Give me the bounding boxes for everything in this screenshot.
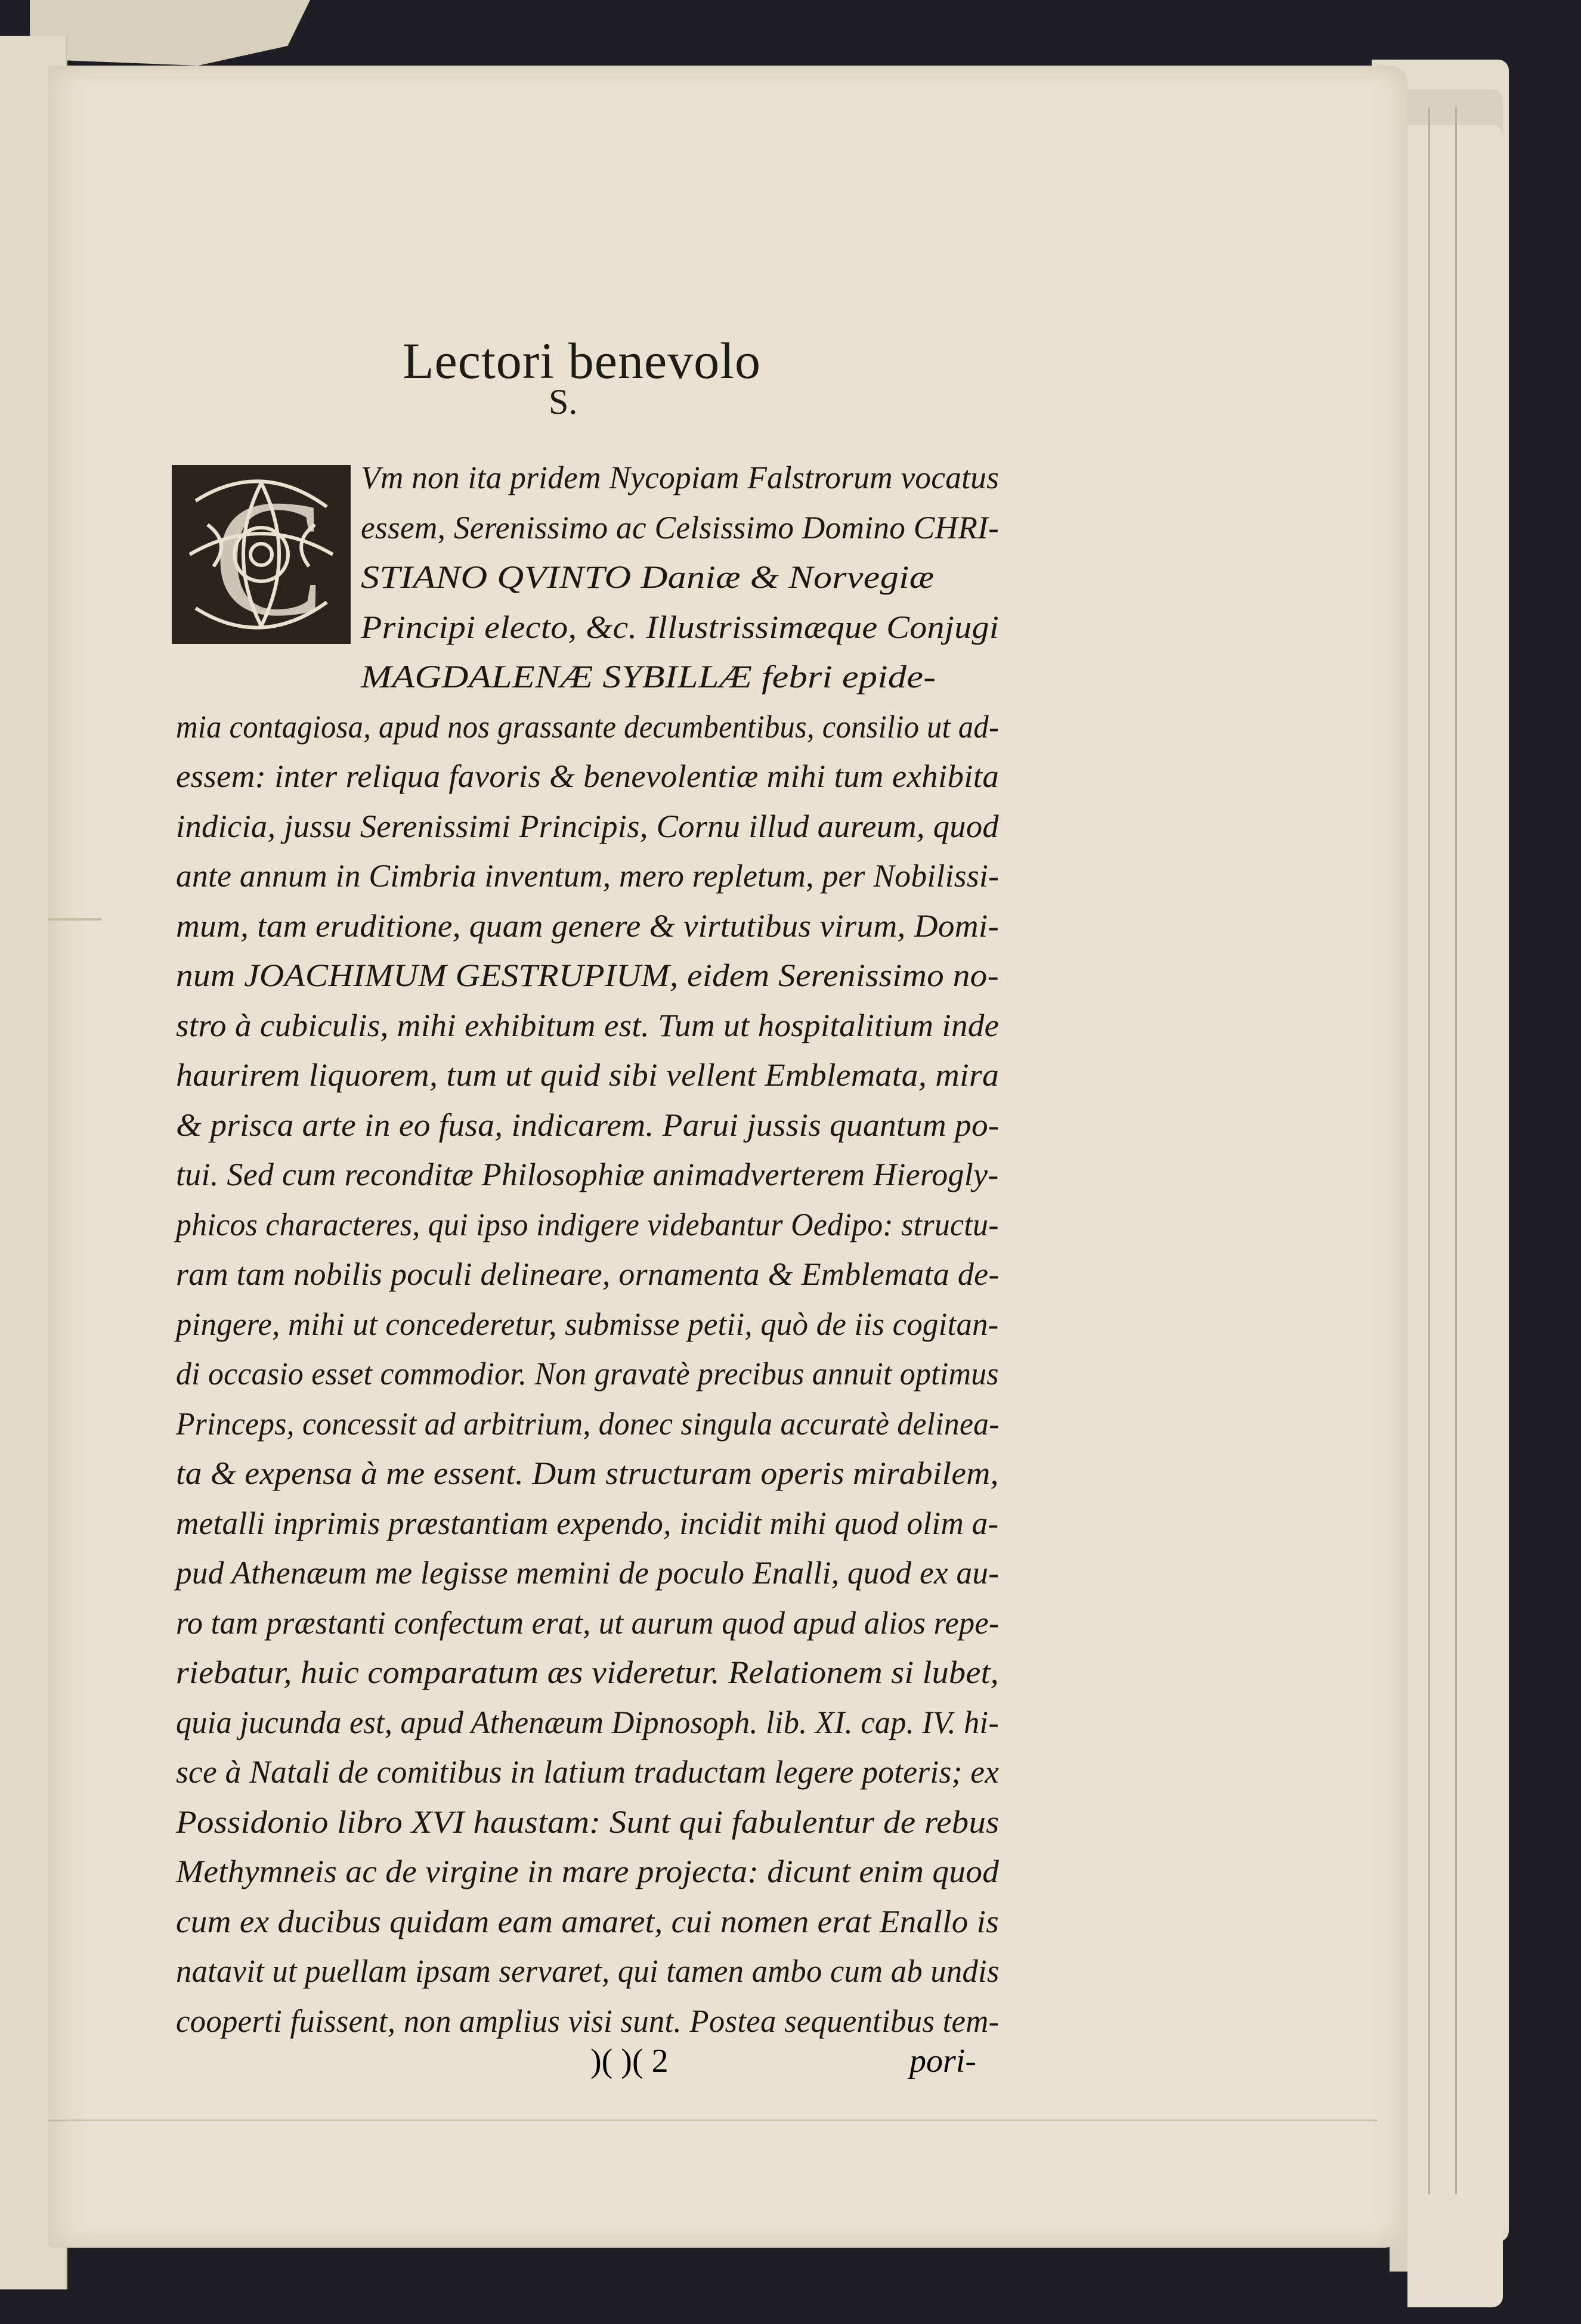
text-line: di occasio esset commodior. Non gravatè precibus annuit optimus <box>176 1356 999 1392</box>
initial-letter: C <box>214 465 325 644</box>
text-line: cum ex ducibus quidam eam amaret, cui nomen erat Enallo is <box>176 1903 1000 1939</box>
text-line: Possidonio libro XVI haustam: Sunt qui fabulentur de rebus <box>176 1804 1000 1840</box>
catchword: pori- <box>909 2043 976 2080</box>
text-line: riebatur, huic comparatum æs videretur. Relationem si lubet, <box>176 1654 999 1690</box>
text-line: Vm non ita pridem Nycopiam Falstrorum vocatus <box>361 460 1000 495</box>
text-line: ram tam nobilis poculi delineare, ornamenta & Emblemata de- <box>176 1256 1000 1292</box>
initial-ornament-icon <box>172 465 351 644</box>
text-line: metalli inprimis præstantiam expendo, incidit mihi quod olim a- <box>176 1505 999 1541</box>
page-bottom-edge <box>48 2120 1378 2145</box>
page-fold-mark <box>48 918 101 921</box>
text-line: essem, Serenissimo ac Celsissimo Domino CHRI- <box>361 509 1000 546</box>
text-line: mia contagiosa, apud nos grassante decumbentibus, consilio ut ad- <box>176 708 1000 745</box>
text-line: essem: inter reliqua favoris & benevolentiæ mihi tum exhibita <box>176 758 1000 794</box>
text-line: ante annum in Cimbria inventum, mero repletum, per Nobilissi- <box>176 858 1000 894</box>
text-line: & prisca arte in eo fusa, indicarem. Parui jussis quantum po- <box>176 1107 1000 1143</box>
text-line: natavit ut puellam ipsam servaret, qui tamen ambo cum ab undis <box>176 1953 1000 1989</box>
text-line: haurirem liquorem, tum ut quid sibi vellent Emblemata, mira <box>176 1057 1000 1093</box>
text-line: num JOACHIMUM GESTRUPIUM, eidem Serenissimo no- <box>176 958 999 993</box>
text-line: MAGDALENÆ SYBILLÆ febri epide- <box>361 659 936 695</box>
text-line: ta & expensa à me essent. Dum structuram operis mirabilem, <box>176 1455 999 1491</box>
page-stack-edge <box>1428 107 1430 2194</box>
page-stack-edge <box>1455 107 1457 2194</box>
text-line: indicia, jussu Serenissimi Principis, Cornu illud aureum, quod <box>176 808 999 844</box>
page-heading: Lectori benevolo <box>403 332 762 389</box>
text-line: quia jucunda est, apud Athenæum Dipnosoph. lib. XI. cap. IV. hi- <box>176 1704 1000 1740</box>
text-line: stro à cubiculis, mihi exhibitum est. Tum ut hospitalitium inde <box>176 1007 1000 1043</box>
text-line: pingere, mihi ut concederetur, submisse petii, quò de iis cogitan- <box>176 1306 999 1342</box>
signature-mark: )( )( 2 <box>590 2043 669 2080</box>
text-line: pud Athenæum me legisse memini de poculo Enalli, quod ex au- <box>176 1555 1000 1591</box>
text-line: STIANO QVINTO Daniæ & Norvegiæ <box>361 559 935 595</box>
text-line: ro tam præstanti confectum erat, ut aurum quod apud alios repe- <box>176 1604 1000 1641</box>
text-line: mum, tam eruditione, quam genere & virtutibus virum, Domi- <box>176 907 1000 944</box>
text-line: Methymneis ac de virgine in mare projecta: dicunt enim quod <box>176 1854 1000 1889</box>
page-subheading: S. <box>549 382 578 422</box>
text-line: phicos characteres, qui ipso indigere videbantur Oedipo: structu- <box>176 1206 999 1242</box>
text-line: Princeps, concessit ad arbitrium, donec singula accuratè delinea- <box>176 1405 1000 1442</box>
text-line: Principi electo, &c. Illustrissimæque Conjugi <box>361 609 1000 645</box>
decorated-initial-icon <box>172 465 351 644</box>
text-line: tui. Sed cum reconditæ Philosophiæ animadverterem Hierogly- <box>176 1157 999 1192</box>
text-line: sce à Natali de comitibus in latium traductam legere poteris; ex <box>176 1754 1000 1790</box>
text-line: cooperti fuissent, non amplius visi sunt. Postea sequentibus tem- <box>176 2003 1000 2039</box>
